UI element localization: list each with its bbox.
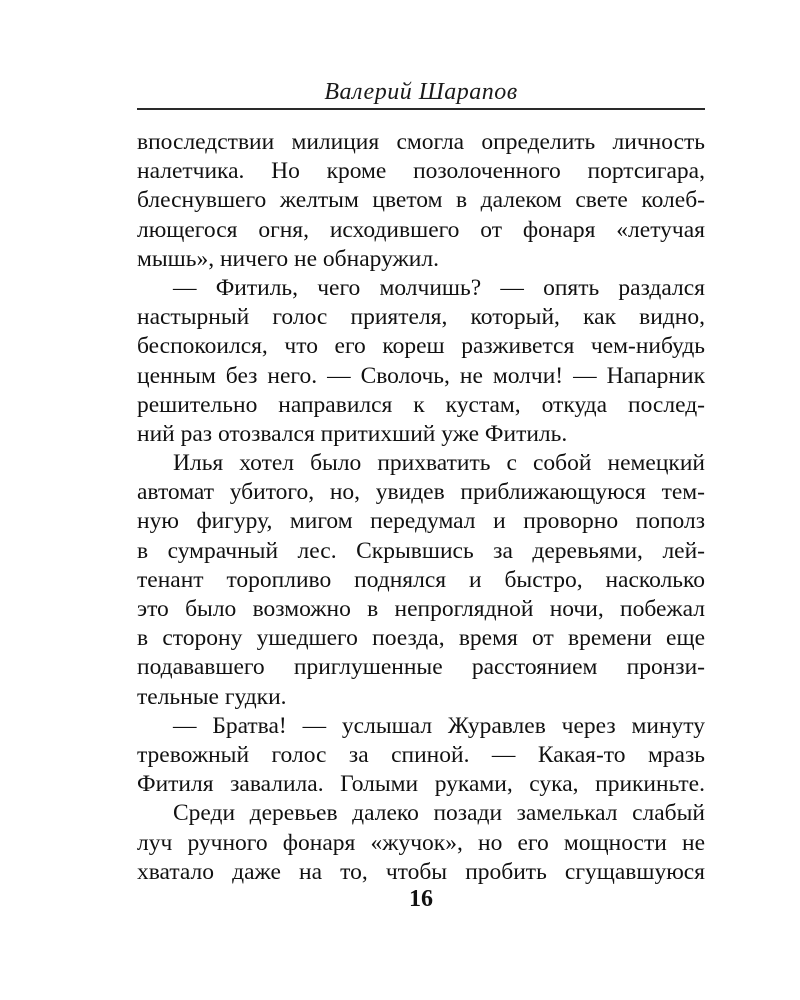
text-line: мышь», ничего не обнаружил. — [137, 245, 439, 272]
text-line: налетчика. Но кроме позолоченного портсигара, — [137, 158, 705, 185]
text-line: тельные гудки. — [137, 683, 287, 710]
text-line: — Фитиль, чего молчишь? — опять раздался — [173, 274, 705, 301]
text-line: — Братва! — услышал Журавлев через минуту — [173, 712, 705, 739]
page-number: 16 — [409, 886, 433, 912]
text-line: решительно направился к кустам, откуда послед- — [137, 391, 705, 418]
text-line: ценным без него. — Сволочь, не молчи! — Напарник — [137, 362, 705, 389]
text-line: это было возможно в непроглядной ночи, побежал — [137, 596, 705, 622]
text-line: ную фигуру, мигом передумал и проворно пополз — [137, 508, 705, 535]
body-text — [137, 128, 705, 887]
running-head-author: Валерий Шарапов — [324, 79, 518, 105]
text-line: ний раз отозвался притихший уже Фитиль. — [137, 420, 568, 447]
text-line: в сумрачный лес. Скрывшись за деревьями, лей- — [137, 537, 705, 564]
text-line: блеснувшего желтым цветом в далеком свете колеб- — [137, 187, 705, 214]
text-line: Илья хотел было прихватить с собой немецкий — [173, 450, 705, 477]
text-line: тревожный голос за спиной. — Какая-то мразь — [137, 741, 705, 768]
header-rule — [137, 108, 705, 110]
text-line: настырный голос приятеля, который, как видно, — [137, 304, 705, 331]
text-line: хватало даже на то, чтобы пробить сгущавшуюся — [137, 858, 705, 885]
text-line: Фитиля завалила. Голыми руками, сука, прикиньте. — [137, 771, 705, 798]
text-line: впоследствии милиция смогла определить личность — [137, 129, 705, 155]
text-line: автомат убитого, но, увидев приближающуюся тем- — [137, 479, 705, 506]
text-line: тенант торопливо поднялся и быстро, насколько — [137, 566, 705, 593]
text-line: беспокоился, что его кореш разживется чем-нибудь — [137, 333, 705, 360]
text-line: подававшего приглушенные расстоянием пронзи- — [137, 654, 705, 681]
text-line: в сторону ушедшего поезда, время от времени еще — [137, 625, 705, 652]
text-line: луч ручного фонаря «жучок», но его мощности не — [137, 829, 705, 856]
text-line: Среди деревьев далеко позади замелькал слабый — [173, 800, 705, 827]
text-line: лющегося огня, исходившего от фонаря «летучая — [137, 216, 705, 243]
